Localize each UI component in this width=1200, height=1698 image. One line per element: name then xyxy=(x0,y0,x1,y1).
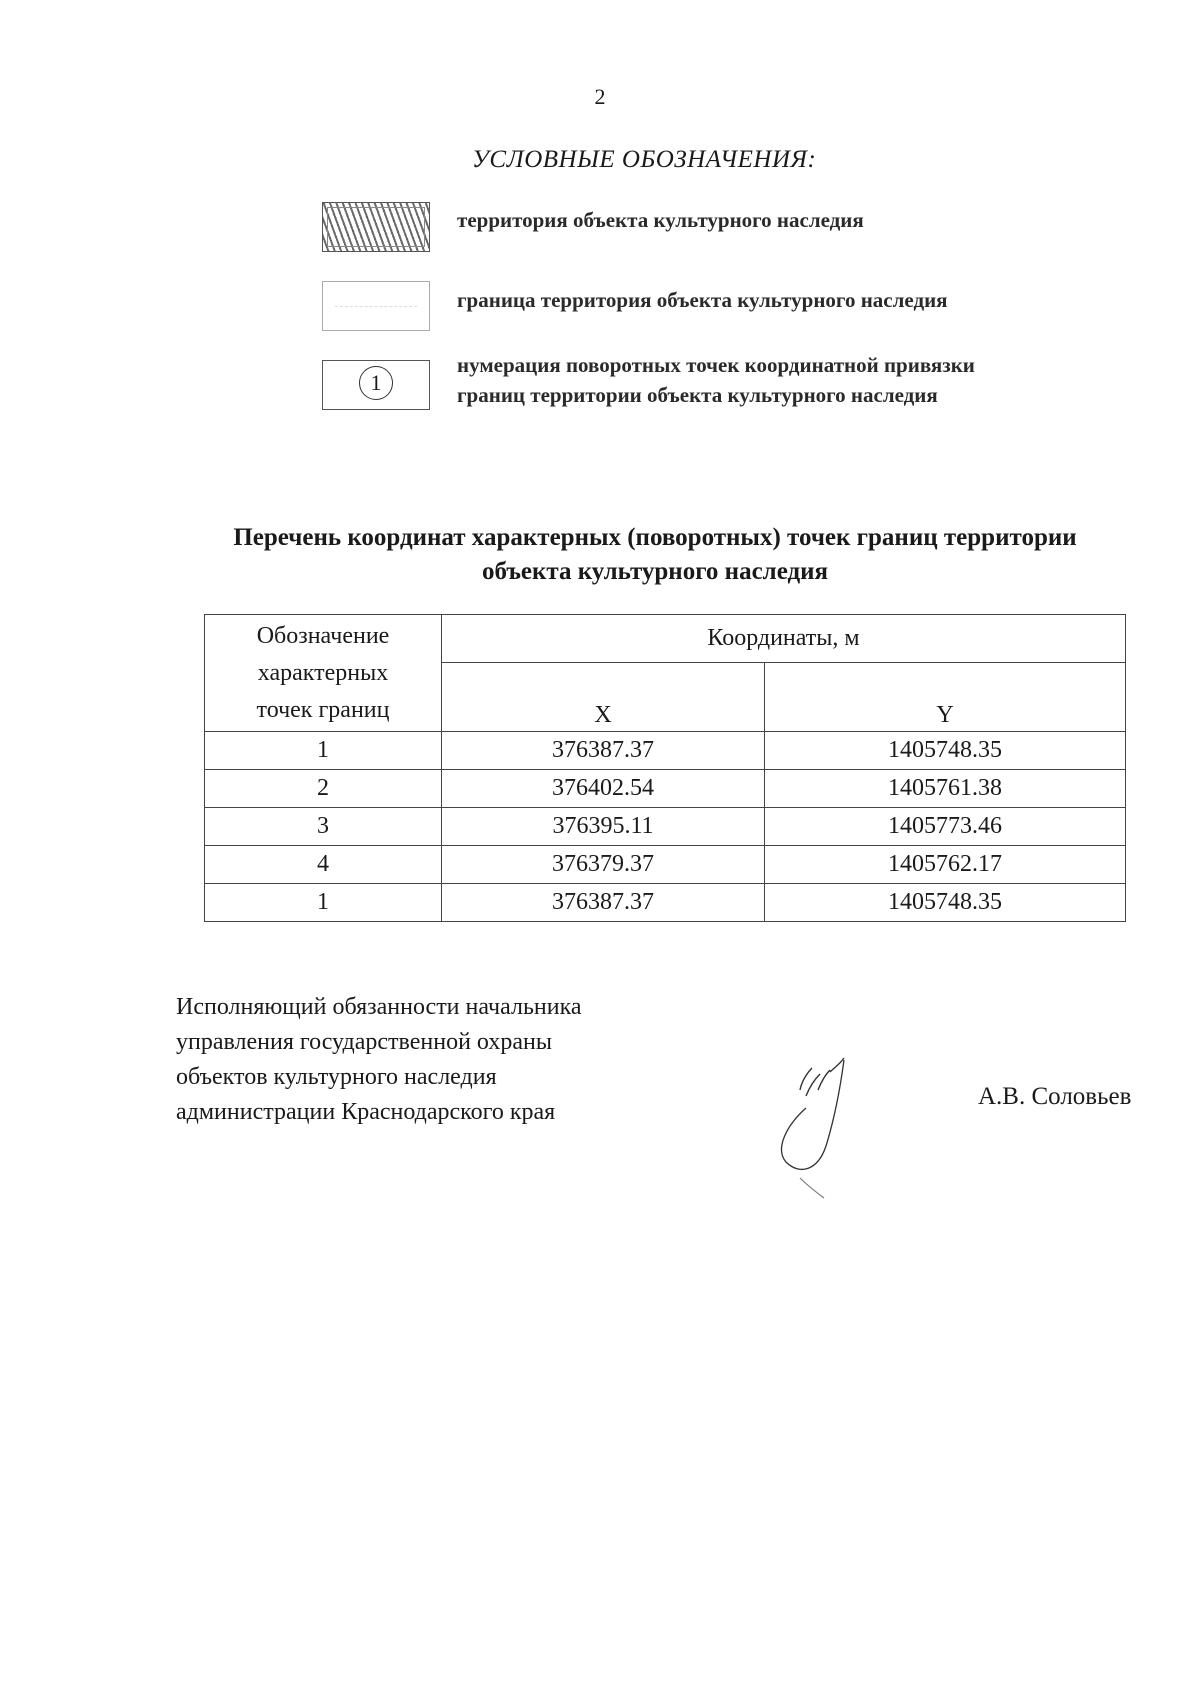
table-row xyxy=(205,884,1126,922)
cell-point: 1 xyxy=(205,732,442,770)
header-y: Y xyxy=(765,663,1126,732)
cell-x: 376379.37 xyxy=(442,846,765,884)
legend-numbering-line2: границ территории объекта культурного наследия xyxy=(457,383,938,407)
cell-point: 3 xyxy=(205,808,442,846)
signatory-position-line2: управления государственной охраны xyxy=(176,1029,552,1055)
legend-numbering-line1: нумерация поворотных точек координатной привязки xyxy=(457,353,975,377)
table-row xyxy=(205,846,1126,884)
header-designation xyxy=(205,615,442,732)
cell-point: 4 xyxy=(205,846,442,884)
coordinates-table xyxy=(204,614,1126,922)
cell-y: 1405773.46 xyxy=(765,808,1126,846)
table-row xyxy=(205,732,1126,770)
handwritten-signature xyxy=(760,1050,900,1210)
signatory-position-line3: объектов культурного наследия xyxy=(176,1064,497,1090)
table-title-line2: объекта культурного наследия xyxy=(481,558,829,585)
table-title-line1: Перечень координат характерных (поворотных) точек границ территории xyxy=(233,524,1077,551)
cell-point: 1 xyxy=(205,884,442,922)
table-title xyxy=(160,521,1150,589)
signatory-position-line4: администрации Краснодарского края xyxy=(176,1099,556,1125)
page-number: 2 xyxy=(594,84,606,109)
circle-marker: 1 xyxy=(359,366,393,400)
table-row xyxy=(205,808,1126,846)
header-designation-line1: Обозначение xyxy=(256,622,390,649)
legend-title: УСЛОВНЫЕ ОБОЗНАЧЕНИЯ: xyxy=(472,146,817,173)
header-coordinates: Координаты, м xyxy=(442,615,1126,663)
signatory-name: А.В. Соловьев xyxy=(978,1083,1132,1110)
header-designation-line2: характерных xyxy=(257,659,389,686)
table-row xyxy=(205,770,1126,808)
boundary-line-icon xyxy=(322,281,430,331)
legend-item-numbering xyxy=(457,350,975,410)
cell-point: 2 xyxy=(205,770,442,808)
cell-x: 376402.54 xyxy=(442,770,765,808)
cell-x: 376395.11 xyxy=(442,808,765,846)
signatory-position-line1: Исполняющий обязанности начальника xyxy=(176,994,582,1020)
cell-x: 376387.37 xyxy=(442,884,765,922)
legend-item-territory: территория объекта культурного наследия xyxy=(457,208,864,232)
cell-y: 1405748.35 xyxy=(765,884,1126,922)
legend-item-boundary: граница территория объекта культурного наследия xyxy=(457,288,948,312)
header-designation-line3: точек границ xyxy=(256,696,390,723)
numbered-circle-icon xyxy=(322,360,430,410)
cell-y: 1405748.35 xyxy=(765,732,1126,770)
cell-x: 376387.37 xyxy=(442,732,765,770)
signatory-position xyxy=(176,990,582,1130)
cell-y: 1405761.38 xyxy=(765,770,1126,808)
header-x: X xyxy=(442,663,765,732)
cell-y: 1405762.17 xyxy=(765,846,1126,884)
hatched-area-icon xyxy=(322,202,430,252)
